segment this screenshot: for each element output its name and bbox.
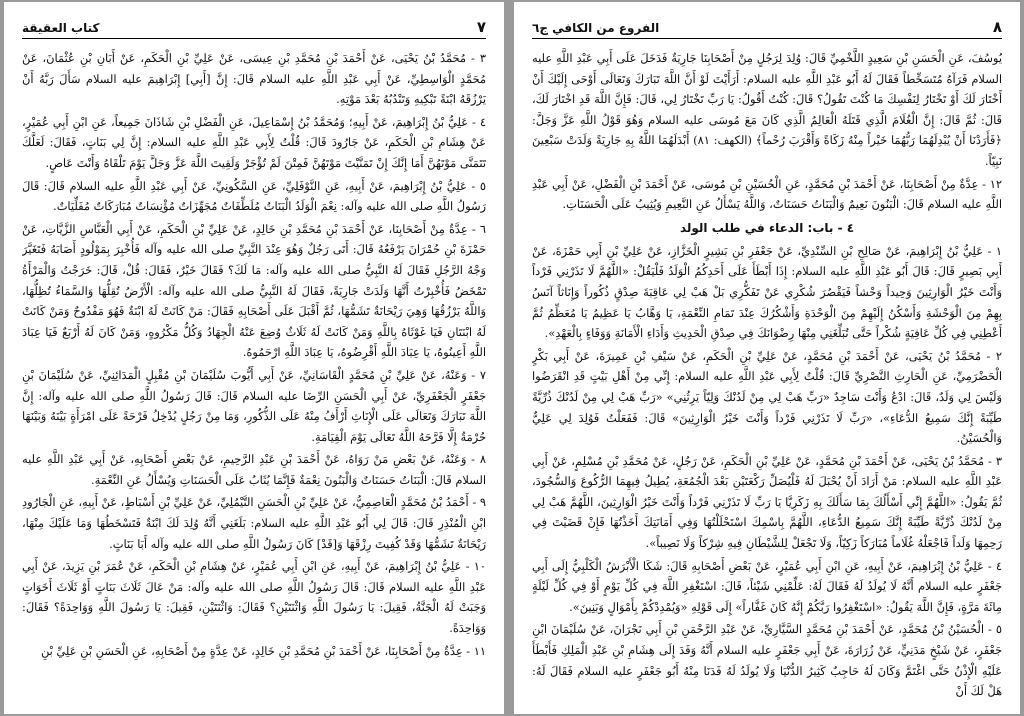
- hadith-paragraph: ٦ - عِدَّةٌ مِنْ أَصْحَابِنَا، عَنْ أَحْمَدَ بْنِ مُحَمَّدِ بْنِ خَالِدٍ، عَنْ عَلِيِّ بْنِ الْحَكَمِ، عَنْ أَبِي الْعَبَّاسِ الزَّيَّاتِ، عَنْ حَمْزَةَ بْنِ حُمْرَانَ يَرْفَعُهُ قَالَ: أَتَى رَجُلٌ وَهُوَ عِنْدَ النَّبِيِّ صلى الله عليه وآله فَأُخْبِرَ بِمَوْلُودٍ أَصَابَهُ فَتَغَيَّرَ وَجْهُ الرَّجُلِ فَقَالَ لَهُ النَّبِيُّ صلى الله عليه وآله: مَا لَكَ؟ فَقَالَ خَيْرٌ، فَقَالَ: قُلْ، قَالَ: خَرَجْتُ وَالْمَرْأَةُ تَمْخَضُ فَأُخْبِرْتُ أَنَّهَا وَلَدَتْ جَارِيَةً، فَقَالَ لَهُ النَّبِيُّ صلى الله عليه وآله: الْأَرْضُ تُقِلُّهَا وَالسَّمَاءُ تُظِلُّهَا، وَاللَّهُ يَرْزُقُهَا وَهِيَ رَيْحَانَةٌ تَشَمُّهَا، ثُمَّ أَقْبَلَ عَلَى أَصْحَابِهِ فَقَالَ: مَنْ كَانَتْ لَهُ ابْنَةٌ فَهُوَ مَفْدُوحٌ وَمَنْ كَانَتْ لَهُ ابْنَتَانِ فَيَا غَوْثَاهُ بِاللَّهِ وَمَنْ كَانَتْ لَهُ ثَلَاثٌ وُضِعَ عَنْهُ الْجِهَادُ وَكُلُّ مَكْرُوهٍ، وَمَنْ كَانَ لَهُ أَرْبَعٌ فَيَا عِبَادَ اللَّهِ أَعِينُوهُ، يَا عِبَادَ اللَّهِ أَقْرِضُوهُ، يَا عِبَادَ اللَّهِ ارْحَمُوهُ.: [22, 221, 486, 360]
- hadith-paragraph: ١١ - عِدَّةٌ مِنْ أَصْحَابِنَا، عَنْ أَحْمَدَ بْنِ مُحَمَّدِ بْنِ خَالِدٍ، عَنْ عِدَّةٍ مِنْ أَصْحَابِهِ، عَنِ الْحَسَنِ بْنِ عَلِيِّ بْنِ: [40, 643, 486, 658]
- left-book-title: كتاب العقيقة: [22, 21, 100, 35]
- hadith-paragraph: ٣ - مُحَمَّدُ بْنُ يَحْيَى، عَنْ أَحْمَدَ بْنِ مُحَمَّدِ بْنِ عِيسَى، عَنْ عَلِيِّ بْنِ الْحَكَمِ، عَنْ أَبَانِ بْنِ عُثْمَانَ، عَنْ مُحَمَّدٍ الْوَاسِطِيِّ، عَنْ أَبِي عَبْدِ اللَّهِ عليه السلام قَالَ: إِنَّ [أَبِي] إِبْرَاهِيمَ عليه السلام سَأَلَ رَبَّهُ أَنْ يَرْزُقَهُ ابْنَةً تَبْكِيهِ وَتَنْدُبُهُ بَعْدَ مَوْتِهِ.: [22, 51, 486, 107]
- right-page: [514, 2, 1020, 714]
- hadith-paragraph: ١ - عَلِيُّ بْنُ إِبْرَاهِيمَ، عَنْ صَالِحِ بْنِ السِّنْدِيِّ، عَنْ جَعْفَرِ بْنِ بَشِيرٍ الْخَزَّازِ، عَنْ عَلِيِّ بْنِ أَبِي حَمْزَةَ، عَنْ أَبِي بَصِيرٍ قَالَ: قَالَ أَبُو عَبْدِ اللَّهِ عليه السلام: إِذَا أَبْطَأَ عَلَى أَحَدِكُمُ الْوَلَدُ فَلْيَقُلْ: «اللَّهُمَّ لَا تَذَرْنِي فَرْداً وَأَنْتَ خَيْرُ الْوَارِثِينَ وَحِيداً وَحْشاً فَيَقْصُرَ شُكْرِي عَنْ تَفَكُّرِي بَلْ هَبْ لِي عَاقِبَةَ صِدْقٍ ذُكُوراً وَإِنَاثاً آنَسُ بِهِمْ مِنَ الْوَحْشَةِ وَأَسْكُنُ إِلَيْهِمْ مِنَ الْوَحْدَةِ وَأَشْكُرُكَ عِنْدَ تَمَامِ النِّعْمَةِ، يَا وَهَّابُ يَا عَظِيمُ يَا مُعَظِّمُ ثُمَّ أَعْطِنِي فِي كُلِّ عَافِيَةٍ شُكْراً حَتَّى تُبَلِّغَنِي مِنْهَا رِضْوَانَكَ فِي صِدْقِ الْحَدِيثِ وَأَدَاءِ الْأَمَانَةِ وَوَفَاءٍ بِالْعَهْدِ».: [532, 243, 1002, 341]
- chapter-heading: ٤ - باب: الدعاء في طلب الولد: [679, 220, 855, 235]
- hadith-paragraph: ٧ - وَعَنْهُ، عَنْ عَلِيِّ بْنِ مُحَمَّدٍ الْقَاسَانِيِّ، عَنْ أَبِي أَيُّوبَ سُلَيْمَانَ بْنِ مُقْبِلٍ الْمَدَائِنِيِّ، عَنْ سُلَيْمَانَ بْنِ جَعْفَرٍ الْجَعْفَرِيِّ، عَنْ أَبِي الْحَسَنِ الرِّضَا عليه السلام قَالَ: قَالَ رَسُولُ اللَّهِ صلى الله عليه وآله: إِنَّ اللَّهَ تَبَارَكَ وَتَعَالَى عَلَى الْإِنَاثِ أَرْأَفُ مِنْهُ عَلَى الذُّكُورِ، وَمَا مِنْ رَجُلٍ يُدْخِلُ فَرْحَةً عَلَى امْرَأَةٍ بَيْنَهُ وَبَيْنَهَا حُرْمَةٌ إِلَّا فَرَّحَهُ اللَّهُ تَعَالَى يَوْمَ الْقِيَامَةِ.: [22, 367, 486, 444]
- hadith-paragraph: ٩ - أَحْمَدُ بْنُ مُحَمَّدٍ الْعَاصِمِيُّ، عَنْ عَلِيِّ بْنِ الْحَسَنِ التَّيْمُلِيِّ، عَنْ عَلِيِّ بْنِ أَسْبَاطٍ، عَنْ أَبِيهِ، عَنِ الْجَارُودِ ابْنِ الْمُنْذِرِ قَالَ: قَالَ لِي أَبُو عَبْدِ اللَّهِ عليه السلام: بَلَغَنِي أَنَّهُ وُلِدَ لَكَ ابْنَةٌ فَتَسْخَطُهَا وَمَا عَلَيْكَ مِنْهَا، رَيْحَانَةٌ تَشَمُّهَا وَقَدْ كُفِيتَ رِزْقَهَا وَ[قَدْ] كَانَ رَسُولُ اللَّهِ صلى الله عليه وآله أَبَا بَنَاتٍ.: [22, 495, 486, 551]
- hadith-paragraph: ١٠ - عَلِيُّ بْنُ إِبْرَاهِيمَ، عَنْ أَبِيهِ، عَنِ ابْنِ أَبِي عُمَيْرٍ، عَنْ هِشَامِ بْنِ الْحَكَمِ، عَنْ عُمَرَ بْنِ يَزِيدَ، عَنْ أَبِي عَبْدِ اللَّهِ عليه السلام قَالَ: قَالَ رَسُولُ اللَّهِ صلى الله عليه وآله: مَنْ عَالَ ثَلَاثَ بَنَاتٍ أَوْ ثَلَاثَ أَخَوَاتٍ وَجَبَتْ لَهُ الْجَنَّةُ، فَقِيلَ: يَا رَسُولَ اللَّهِ وَاثْنَتَيْنِ؟ فَقَالَ: وَاثْنَتَيْنِ، فَقِيلَ: يَا رَسُولَ اللَّهِ وَوَاحِدَةً؟ فَقَالَ: وَوَاحِدَةً.: [22, 559, 486, 636]
- right-page-body: [532, 48, 1002, 708]
- hadith-paragraph: ٢ - مُحَمَّدُ بْنُ يَحْيَى، عَنْ أَحْمَدَ بْنِ مُحَمَّدٍ، عَنْ عَلِيِّ بْنِ الْحَكَمِ، عَنْ سَيْفِ بْنِ عَمِيرَةَ، عَنْ أَبِي بَكْرٍ الْحَضْرَمِيِّ، عَنِ الْحَارِثِ النَّصْرِيِّ قَالَ: قُلْتُ لِأَبِي عَبْدِ اللَّهِ عليه السلام: إِنِّي مِنْ أَهْلِ بَيْتٍ قَدِ انْقَرَضُوا وَلَيْسَ لِي وَلَدٌ، قَالَ: ادْعُ وَأَنْتَ سَاجِدٌ «رَبِّ هَبْ لِي مِنْ لَدُنْكَ وَلِيّاً يَرِثُنِي» «رَبِّ هَبْ لِي مِنْ لَدُنْكَ ذُرِّيَّةً طَيِّبَةً إِنَّكَ سَمِيعُ الدُّعَاءِ»، «رَبِّ لَا تَذَرْنِي فَرْداً وَأَنْتَ خَيْرُ الْوَارِثِينَ» قَالَ: فَفَعَلْتُ فَوُلِدَ لِي عَلِيٌّ وَالْحُسَيْنُ.: [532, 348, 1002, 446]
- left-page-body: [22, 48, 486, 708]
- left-page-number: ٧: [476, 18, 486, 36]
- right-page-header: [532, 16, 1002, 39]
- hadith-paragraph: ٤ - عَلِيُّ بْنُ إِبْرَاهِيمَ، عَنْ أَبِيهِ، عَنِ ابْنِ أَبِي عُمَيْرٍ، عَنْ بَعْضِ أَصْحَابِهِ قَالَ: شَكَا الْأَبْرَشُ الْكَلْبِيُّ إِلَى أَبِي جَعْفَرٍ عليه السلام أَنَّهُ لَا يُولَدُ لَهُ فَقَالَ لَهُ: عَلِّمْنِي شَيْئاً، قَالَ: اسْتَغْفِرِ اللَّهَ فِي كُلِّ يَوْمٍ أَوْ فِي كُلِّ لَيْلَةٍ مِائَةَ مَرَّةٍ، فَإِنَّ اللَّهَ يَقُولُ: «اسْتَغْفِرُوا رَبَّكُمْ إِنَّهُ كَانَ غَفَّاراً» إِلَى قَوْلِهِ «وَيُمْدِدْكُمْ بِأَمْوَالٍ وَبَنِينَ».: [532, 558, 1002, 614]
- hadith-paragraph: ٤ - عَلِيُّ بْنُ إِبْرَاهِيمَ، عَنْ أَبِيهِ؛ وَمُحَمَّدُ بْنُ إِسْمَاعِيلَ، عَنِ الْفَضْلِ بْنِ شَاذَانَ جَمِيعاً، عَنِ ابْنِ أَبِي عُمَيْرٍ، عَنْ هِشَامِ بْنِ الْحَكَمِ، عَنْ جَارُودَ قَالَ: قُلْتُ لِأَبِي عَبْدِ اللَّهِ عليه السلام: إِنَّ لِي بَنَاتٍ، فَقَالَ: لَعَلَّكَ تَتَمَنَّى مَوْتَهُنَّ أَمَا إِنَّكَ إِنْ تَمَنَّيْتَ مَوْتَهُنَّ فَمِتْنَ لَمْ تُؤْجَرْ وَلَقِيتَ اللَّهَ عَزَّ وَجَلَّ يَوْمَ تَلْقَاهُ وَأَنْتَ عَاصٍ.: [22, 114, 486, 170]
- hadith-paragraph: يُوسُفَ، عَنِ الْحَسَنِ بْنِ سَعِيدٍ اللَّخْمِيِّ قَالَ: وُلِدَ لِرَجُلٍ مِنْ أَصْحَابِنَا جَارِيَةٌ فَدَخَلَ عَلَى أَبِي عَبْدِ اللَّهِ عليه السلام فَرَآهُ مُتَسَخِّطاً فَقَالَ لَهُ أَبُو عَبْدِ اللَّهِ عليه السلام: أَرَأَيْتَ لَوْ أَنَّ اللَّهَ تَبَارَكَ وَتَعَالَى أَوْحَى إِلَيْكَ أَنْ أَخْتَارَ لَكَ أَوْ تَخْتَارُ لِنَفْسِكَ مَا كُنْتَ تَقُولُ؟ قَالَ: كُنْتُ أَقُولُ: يَا رَبِّ تَخْتَارُ لِي، قَالَ: فَإِنَّ اللَّهَ قَدِ اخْتَارَ لَكَ، قَالَ: ثُمَّ قَالَ: إِنَّ الْغُلَامَ الَّذِي قَتَلَهُ الْعَالِمُ الَّذِي كَانَ مَعَ مُوسَى عليه السلام وَهُوَ قَوْلُ اللَّهِ عَزَّ وَجَلَّ: ﴿فَأَرَدْنَا أَنْ يُبْدِلَهُمَا رَبُّهُمَا خَيْراً مِنْهُ زَكَاةً وَأَقْرَبَ رُحْماً﴾ (الكهف: ٨١) أَبْدَلَهُمَا اللَّهُ بِهِ جَارِيَةً وَلَدَتْ سَبْعِينَ نَبِيّاً.: [532, 51, 1002, 168]
- left-page: [4, 2, 504, 714]
- hadith-paragraph: ٨ - وَعَنْهُ، عَنْ بَعْضِ مَنْ رَوَاهُ، عَنْ أَحْمَدَ بْنِ عَبْدِ الرَّحِيمِ، عَنْ بَعْضِ أَصْحَابِهِ، عَنْ أَبِي عَبْدِ اللَّهِ عليه السلام قَالَ: الْبَنَاتُ حَسَنَاتٌ وَالْبَنُونَ نِعْمَةٌ فَإِنَّمَا يُثَابُ عَلَى الْحَسَنَاتِ وَيُسْأَلُ عَنِ النِّعْمَةِ.: [22, 452, 486, 487]
- hadith-paragraph: ٣ - مُحَمَّدُ بْنُ يَحْيَى، عَنْ أَحْمَدَ بْنِ مُحَمَّدٍ، عَنْ عَلِيِّ بْنِ الْحَكَمِ، عَنْ رَجُلٍ، عَنْ مُحَمَّدِ بْنِ مُسْلِمٍ، عَنْ أَبِي عَبْدِ اللَّهِ عليه السلام: مَنْ أَرَادَ أَنْ يُحْبَلَ لَهُ فَلْيُصَلِّ رَكْعَتَيْنِ بَعْدَ الْجُمُعَةِ، يُطِيلُ فِيهِمَا الرُّكُوعَ وَالسُّجُودَ، ثُمَّ يَقُولُ: «اللَّهُمَّ إِنِّي أَسْأَلُكَ بِمَا سَأَلَكَ بِهِ زَكَرِيَّا يَا رَبِّ لَا تَذَرْنِي فَرْداً وَأَنْتَ خَيْرُ الْوَارِثِينَ، اللَّهُمَّ هَبْ لِي مِنْ لَدُنْكَ ذُرِّيَّةً طَيِّبَةً إِنَّكَ سَمِيعُ الدُّعَاءِ، اللَّهُمَّ بِاسْمِكَ اسْتَحْلَلْتُهَا وَفِي أَمَانَتِكَ أَخَذْتُهَا فَإِنْ قَضَيْتَ فِي رَحِمِهَا وَلَداً فَاجْعَلْهُ غُلَاماً مُبَارَكاً زَكِيّاً، وَلَا تَجْعَلْ لِلشَّيْطَانِ فِيهِ شِرْكاً وَلَا نَصِيباً».: [532, 453, 1002, 551]
- right-book-title: الفروع من الكافي ج٦: [532, 21, 660, 35]
- left-page-header: [22, 16, 486, 39]
- hadith-paragraph: ٥ - الْحُسَيْنُ بْنُ مُحَمَّدٍ، عَنْ أَحْمَدَ بْنِ مُحَمَّدٍ السَّيَّارِيِّ، عَنْ عَبْدِ الرَّحْمَنِ بْنِ أَبِي نَجْرَانَ، عَنْ سُلَيْمَانَ ابْنِ جَعْفَرٍ، عَنْ شَيْخٍ مَدَنِيٍّ، عَنْ زُرَارَةَ، عَنْ أَبِي جَعْفَرٍ عليه السلام أَنَّهُ وَفَدَ إِلَى هِشَامِ بْنِ عَبْدِ الْمَلِكِ فَأَبْطَأَ عَلَيْهِ الْإِذْنُ حَتَّى اغْتَمَّ وَكَانَ لَهُ حَاجِبٌ كَثِيرُ الدُّنْيَا وَلَا يُولَدُ لَهُ فَدَنَا مِنْهُ أَبُو جَعْفَرٍ عليه السلام فَقَالَ لَهُ: هَلْ لَكَ أَنْ: [532, 622, 1002, 699]
- hadith-paragraph: ٥ - عَلِيُّ بْنُ إِبْرَاهِيمَ، عَنْ أَبِيهِ، عَنِ النَّوْفَلِيِّ، عَنِ السَّكُونِيِّ، عَنْ أَبِي عَبْدِ اللَّهِ عليه السلام قَالَ: قَالَ رَسُولُ اللَّهِ صلى الله عليه وآله: نِعْمَ الْوَلَدُ الْبَنَاتُ مُلَطِّفَاتٌ مُجَهِّزَاتٌ مُؤْنِسَاتٌ مُبَارَكَاتٌ مُفَلِّيَاتٌ.: [22, 178, 486, 214]
- hadith-paragraph: ١٢ - عِدَّةٌ مِنْ أَصْحَابِنَا، عَنْ أَحْمَدَ بْنِ مُحَمَّدٍ، عَنِ الْحُسَيْنِ بْنِ مُوسَى، عَنْ أَحْمَدَ بْنِ الْفَضْلِ، عَنْ أَبِي عَبْدِ اللَّهِ عليه السلام قَالَ: الْبَنُونَ نَعِيمٌ وَالْبَنَاتُ حَسَنَاتٌ، وَاللَّهُ يَسْأَلُ عَنِ النَّعِيمِ وَيُثِيبُ عَلَى الْحَسَنَاتِ.: [532, 176, 1002, 212]
- right-page-number: ٨: [992, 18, 1002, 36]
